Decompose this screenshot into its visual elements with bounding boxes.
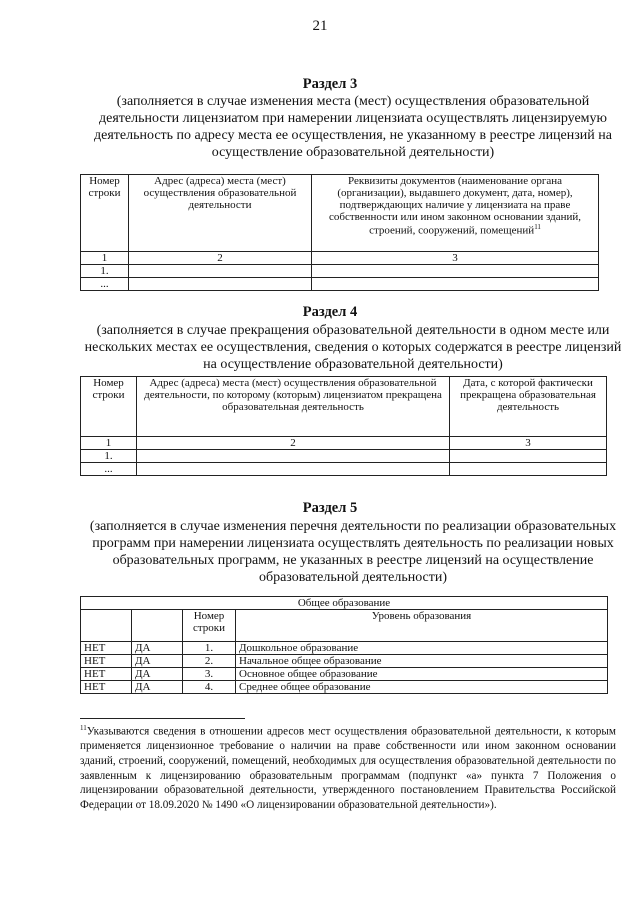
footnote-ref: 11: [534, 223, 541, 231]
section5-description: (заполняется в случае изменения перечня деятельности по реализации образовательных программ при намерении лицензиата осуществлять деятельность по реализации новых образовательных программ, не указанных в реестре лицензий на осуществление образовательной деятельности): [89, 519, 617, 585]
table-row: [81, 278, 599, 291]
table-cell: [450, 450, 607, 463]
yes-cell: ДА: [132, 655, 183, 668]
page-number: 21: [312, 18, 328, 34]
section4-header-number: Номер строки: [81, 377, 137, 437]
section3-header-number: Номер строки: [81, 175, 129, 252]
table-row: [81, 681, 608, 694]
section5-table: [80, 596, 608, 694]
table-cell: [312, 278, 599, 291]
yes-cell: ДА: [132, 642, 183, 655]
table-row: [81, 642, 608, 655]
yes-cell: ДА: [132, 681, 183, 694]
section5-title: Раздел 5: [302, 500, 358, 516]
section5-header-level: Уровень образования: [236, 610, 608, 642]
education-level: Среднее общее образование: [236, 681, 608, 694]
section5-group-header: Общее образование: [81, 597, 608, 610]
table-cell: [129, 265, 312, 278]
table-cell: ...: [81, 463, 137, 476]
table-cell: ...: [81, 278, 129, 291]
no-cell: НЕТ: [81, 655, 132, 668]
table-row: [81, 252, 599, 265]
table-cell: 2: [129, 252, 312, 265]
no-cell: НЕТ: [81, 668, 132, 681]
table-cell: [450, 463, 607, 476]
footnote-text: Указываются сведения в отношении адресов мест осуществления образовательной деятельности, к которым применяется лицензионное требование о наличии на праве собственности или ином законном основании зданий, строений, сооружений, помещений, необходимых для осуществления образовательной деятельности по заявленным к лицензированию образовательным программам (подпункт «а» пункта 7 Положения о лицензировании образовательной деятельности, утвержденного постановлением Правительства Российской Федерации от 18.09.2020 № 1490 «О лицензировании образовательной деятельности»).: [80, 725, 616, 811]
section3-title: Раздел 3: [302, 76, 358, 92]
table-cell: [137, 450, 450, 463]
table-cell: [137, 463, 450, 476]
yes-cell: ДА: [132, 668, 183, 681]
table-row: [81, 668, 608, 681]
table-row: [81, 437, 607, 450]
table-cell: 3: [312, 252, 599, 265]
table-cell: [312, 265, 599, 278]
table-cell: 1.: [81, 265, 129, 278]
no-cell: НЕТ: [81, 642, 132, 655]
table-cell: 1: [81, 252, 129, 265]
section5-header-number: Номер строки: [183, 610, 236, 642]
section3-header-address: Адрес (адреса) места (мест) осуществления образовательной деятельности: [129, 175, 312, 252]
row-number: 3.: [183, 668, 236, 681]
section3-header-documents: [312, 175, 599, 252]
section3-table: [80, 174, 599, 291]
table-row: [81, 463, 607, 476]
row-number: 2.: [183, 655, 236, 668]
section4-title: Раздел 4: [302, 304, 358, 320]
table-cell: [129, 278, 312, 291]
row-number: 1.: [183, 642, 236, 655]
footnote-mark: 11: [80, 724, 87, 732]
no-cell: НЕТ: [81, 681, 132, 694]
table-cell: 1.: [81, 450, 137, 463]
footnote: [80, 721, 616, 812]
table-cell: [132, 610, 183, 642]
education-level: Начальное общее образование: [236, 655, 608, 668]
row-number: 4.: [183, 681, 236, 694]
table-row: [81, 655, 608, 668]
section4-header-date: Дата, с которой фактически прекращена образовательная деятельность: [450, 377, 607, 437]
section4-header-address: Адрес (адреса) места (мест) осуществления образовательной деятельности, по которому (которым) лицензиатом прекращена образовательная деятельность: [137, 377, 450, 437]
table-row: [81, 265, 599, 278]
table-cell: 2: [137, 437, 450, 450]
table-cell: 1: [81, 437, 137, 450]
table-cell: [81, 610, 132, 642]
section3-header-documents-text: Реквизиты документов (наименование органа (организации), выдавшего документ, дата, номер), подтверждающих наличие у лицензиата на праве собственности или ином законном основании зданий, строений, сооружений, помещений: [328, 175, 582, 237]
education-level: Основное общее образование: [236, 668, 608, 681]
section4-description: (заполняется в случае прекращения образовательной деятельности в одном месте или нескольких местах ее осуществления, сведения о которых содержатся в реестре лицензий на осуществление образовательной деятельности): [84, 323, 622, 372]
table-cell: 3: [450, 437, 607, 450]
section3-description: (заполняется в случае изменения места (мест) осуществления образовательной деятельности лицензиатом при намерении лицензиата осуществлять лицензируемую деятельность по адресу места ее осуществления, не указанному в реестре лицензий на осуществление образовательной деятельности): [94, 94, 612, 160]
footnote-separator: [80, 718, 245, 719]
education-level: Дошкольное образование: [236, 642, 608, 655]
table-row: [81, 450, 607, 463]
section4-table: [80, 376, 607, 476]
